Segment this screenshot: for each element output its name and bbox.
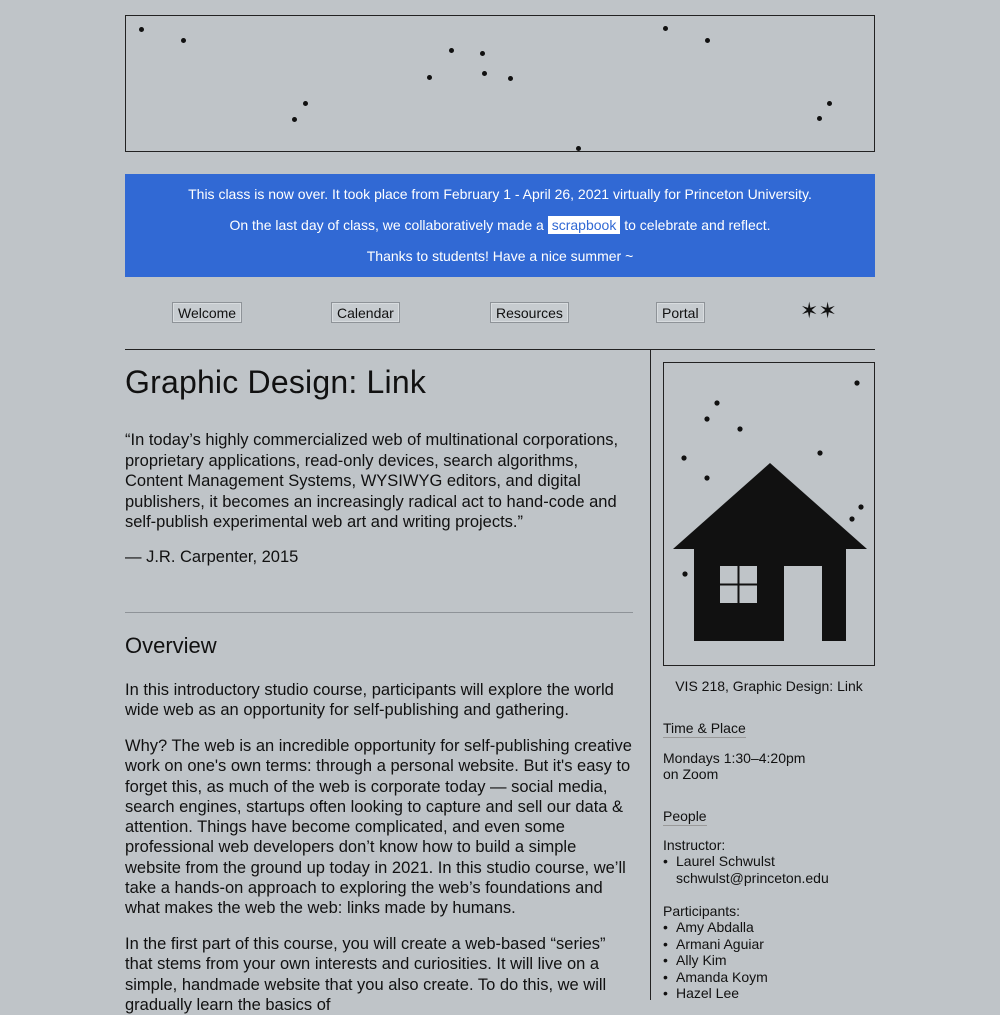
participant-name: Armani Aguiar xyxy=(676,935,764,952)
participant-name: Ally Kim xyxy=(676,952,727,968)
instructor-email[interactable]: schwulst@princeton.edu xyxy=(676,869,829,886)
star-dot xyxy=(817,116,822,121)
bullet: • xyxy=(663,935,668,952)
quote-attribution: — J.R. Carpenter, 2015 xyxy=(125,548,299,566)
participants-list xyxy=(663,919,875,1002)
star-dot xyxy=(827,101,832,106)
asterisk-icon[interactable]: ✶✶ xyxy=(800,298,837,323)
star-dot xyxy=(705,38,710,43)
bullet: • xyxy=(663,853,668,869)
star-dot xyxy=(181,38,186,43)
star-dot xyxy=(139,27,144,32)
epigraph-quote: “In today’s highly commercialized web of multinational corporations, proprietary applications, read-only devices, search algorithms, Content Management Systems, WYSIWYG editors, and digital publishers, it becomes an increasingly radical act to hand-code and self-publish experimental web art and writing projects.” xyxy=(125,431,619,531)
participants-label: Participants: xyxy=(663,903,741,919)
nav-resources-button[interactable]: Resources xyxy=(490,302,569,323)
participant-name: Amy Abdalla xyxy=(676,919,754,935)
star-dot xyxy=(480,51,485,56)
participant-name: Amanda Koym xyxy=(676,968,768,985)
nav-welcome-button[interactable]: Welcome xyxy=(172,302,242,323)
instructor-list xyxy=(663,853,875,886)
star-dot xyxy=(427,75,432,80)
instructor-label: Instructor: xyxy=(663,837,726,853)
participant-name: Hazel Lee xyxy=(676,985,740,1001)
column-divider xyxy=(650,349,651,1000)
house-icon xyxy=(664,363,876,667)
star-dot xyxy=(449,48,454,53)
star-dot xyxy=(292,117,297,122)
star-dot xyxy=(508,76,513,81)
announcement-line-2 xyxy=(125,215,875,235)
bullet: • xyxy=(663,919,668,935)
announcement-line-1: This class is now over. It took place from February 1 - April 26, 2021 virtually for Princeton University. xyxy=(188,186,812,202)
sidebar xyxy=(663,362,875,1001)
overview-paragraph: In this introductory studio course, participants will explore the world wide web as an opportunity for self-publishing and gathering. xyxy=(125,681,614,720)
bullet: • xyxy=(663,968,668,985)
section-divider xyxy=(125,612,633,613)
star-dot xyxy=(482,71,487,76)
time-place-heading[interactable]: Time & Place xyxy=(663,720,746,736)
time-text: Mondays 1:30–4:20pm xyxy=(663,750,806,766)
divider xyxy=(125,349,875,350)
page-title: Graphic Design: Link xyxy=(125,364,427,400)
overview-heading: Overview xyxy=(125,633,217,658)
nav-portal-button[interactable]: Portal xyxy=(656,302,705,323)
course-caption: VIS 218, Graphic Design: Link xyxy=(675,678,863,694)
list-item xyxy=(663,936,875,953)
bullet: • xyxy=(663,952,668,968)
announcement-banner xyxy=(125,174,875,277)
instructor-name: Laurel Schwulst xyxy=(676,853,775,869)
star-dot xyxy=(663,26,668,31)
list-item xyxy=(663,853,875,886)
list-item xyxy=(663,969,875,986)
bullet: • xyxy=(663,985,668,1001)
announcement-text: On the last day of class, we collaboratively made a xyxy=(229,217,544,233)
announcement-line-3: Thanks to students! Have a nice summer ~ xyxy=(366,248,634,264)
list-item xyxy=(663,985,875,1002)
list-item xyxy=(663,919,875,936)
star-field-banner xyxy=(125,15,875,152)
list-item xyxy=(663,952,875,969)
place-text: on Zoom xyxy=(663,766,719,782)
overview-paragraph: In the first part of this course, you will create a web-based “series” that stems from your own interests and curiosities. It will live on a simple, handmade website that you also create. To do this, we will gradually learn the basics of xyxy=(125,935,607,1014)
scrapbook-link[interactable]: scrapbook xyxy=(548,216,621,234)
house-illustration xyxy=(663,362,875,666)
announcement-text: to celebrate and reflect. xyxy=(624,217,771,233)
star-dot xyxy=(303,101,308,106)
nav-calendar-button[interactable]: Calendar xyxy=(331,302,400,323)
star-dot xyxy=(576,146,581,151)
people-heading[interactable]: People xyxy=(663,808,707,824)
overview-paragraph: Why? The web is an incredible opportunity for self-publishing creative work on one's own terms: through a personal website. But it's easy to forget this, as much of the web is corporate today — social media, search engines, startups often looking to capture and sell our data & attention. Things have become complicated, and even some professional web developers don’t know how to build a simple website from the ground up today in 2021. In this studio course, we’ll take a hands-on approach to exploring the web’s foundations and what makes the web the web: links made by humans. xyxy=(125,737,632,918)
